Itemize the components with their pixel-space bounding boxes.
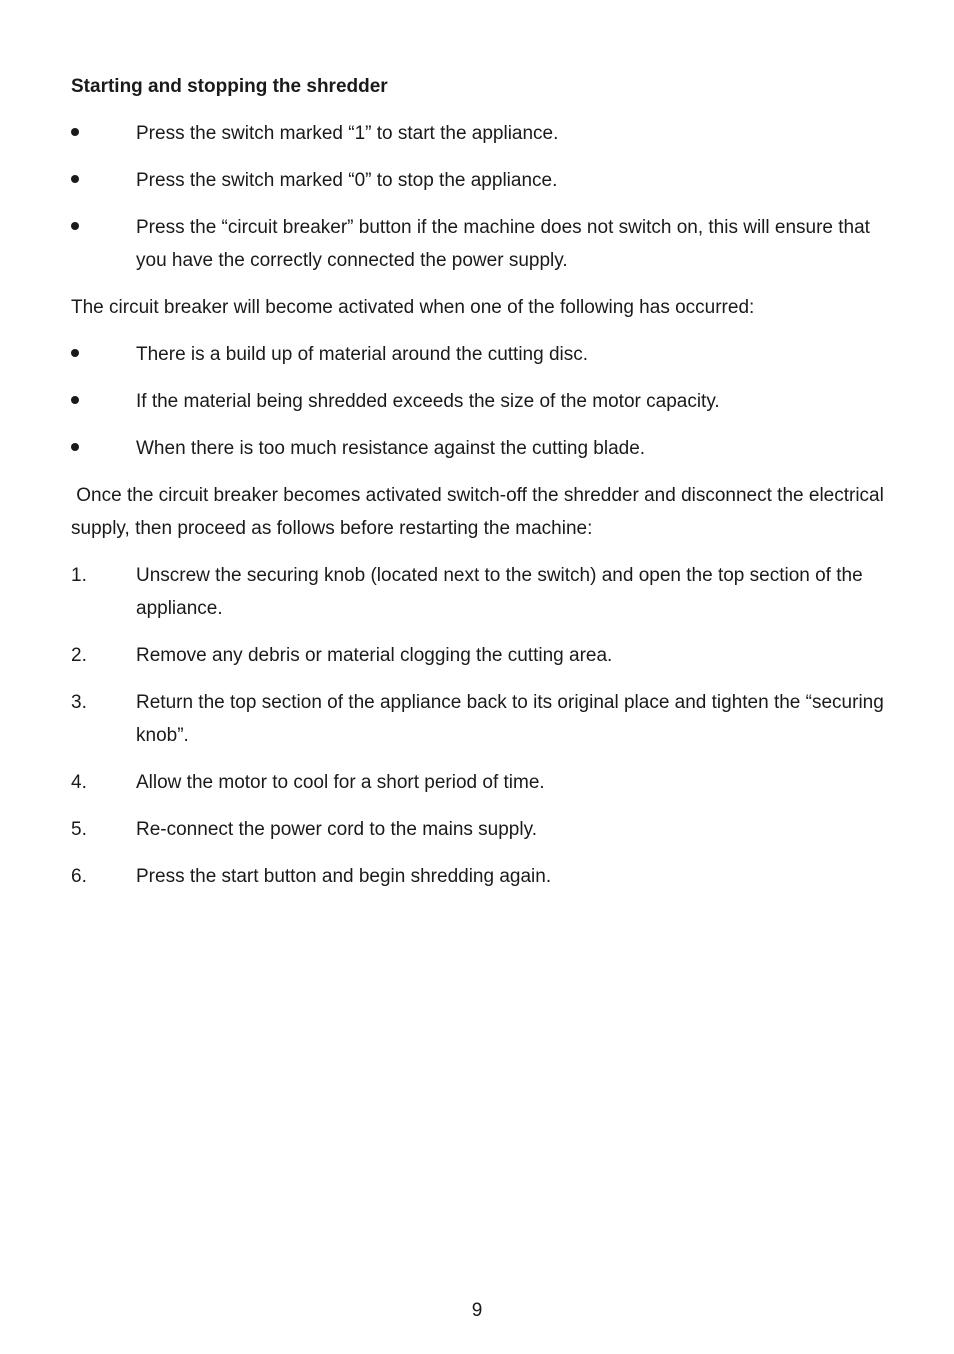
numbered-step <box>71 686 886 752</box>
bullet-icon <box>71 175 79 183</box>
step-text: Press the start button and begin shredding again. <box>136 866 552 887</box>
step-text: Unscrew the securing knob (located next to the switch) and open the top section of the appliance. <box>136 565 863 619</box>
bullet-icon <box>71 396 79 404</box>
step-number: 3. <box>71 692 87 713</box>
step-text: Return the top section of the appliance back to its original place and tighten the “securing knob”. <box>136 692 884 746</box>
bullet-text: Press the switch marked “1” to start the appliance. <box>136 123 559 144</box>
step-number: 1. <box>71 565 87 586</box>
bullet-icon <box>71 349 79 357</box>
paragraph-restart-intro: Once the circuit breaker becomes activated switch-off the shredder and disconnect the electrical supply, then proceed as follows before restarting the machine: <box>71 485 890 539</box>
step-number: 2. <box>71 645 87 666</box>
bullet-text: Press the “circuit breaker” button if the machine does not switch on, this will ensure that you have the correctly connected the power supply. <box>136 217 870 271</box>
bullet-icon <box>71 128 79 136</box>
bullet-text: If the material being shredded exceeds the size of the motor capacity. <box>136 391 720 412</box>
bullet-item <box>71 211 886 277</box>
page-number: 9 <box>471 1300 483 1321</box>
step-number: 4. <box>71 772 87 793</box>
bullet-item <box>71 338 886 371</box>
numbered-step <box>71 860 886 893</box>
section-heading: Starting and stopping the shredder <box>71 76 388 97</box>
bullet-item <box>71 385 886 418</box>
paragraph-circuit-breaker: The circuit breaker will become activated when one of the following has occurred: <box>71 297 755 318</box>
bullet-text: When there is too much resistance against the cutting blade. <box>136 438 646 459</box>
numbered-step <box>71 813 886 846</box>
bullet-icon <box>71 222 79 230</box>
bullet-text: There is a build up of material around the cutting disc. <box>136 344 589 365</box>
numbered-step <box>71 639 886 672</box>
step-text: Allow the motor to cool for a short period of time. <box>136 772 545 793</box>
step-text: Remove any debris or material clogging the cutting area. <box>136 645 613 666</box>
document-body <box>71 70 890 907</box>
bullet-icon <box>71 443 79 451</box>
step-number: 5. <box>71 819 87 840</box>
bullet-text: Press the switch marked “0” to stop the appliance. <box>136 170 558 191</box>
numbered-step <box>71 766 886 799</box>
bullet-item <box>71 164 886 197</box>
numbered-step <box>71 559 886 625</box>
bullet-item <box>71 432 886 465</box>
bullet-item <box>71 117 886 150</box>
step-text: Re-connect the power cord to the mains supply. <box>136 819 537 840</box>
step-number: 6. <box>71 866 87 887</box>
